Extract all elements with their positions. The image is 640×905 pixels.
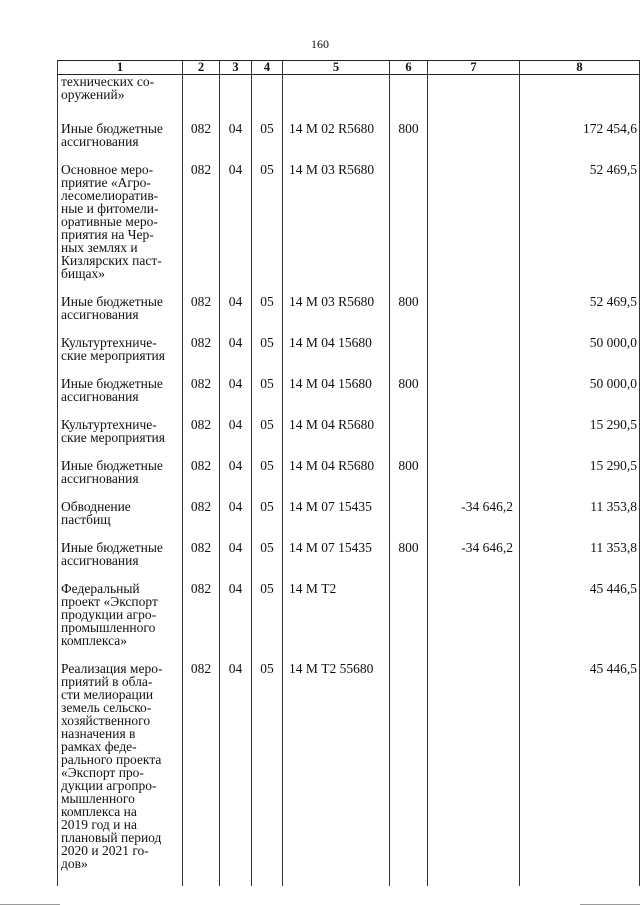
table-row — [58, 654, 640, 886]
table-row — [58, 328, 640, 369]
table-row — [58, 287, 640, 328]
table-row — [58, 410, 640, 451]
section-code: 04 — [220, 287, 252, 328]
ministry-code: 082 — [183, 328, 220, 369]
amount-change — [428, 155, 520, 287]
expense-type-code — [390, 654, 428, 886]
row-name: Обводнение пастбищ — [58, 492, 183, 533]
column-header: 3 — [220, 61, 252, 75]
subsection-code: 05 — [252, 533, 283, 574]
table-row — [58, 492, 640, 533]
continuation-text-value: технических со- оружений» — [61, 74, 155, 102]
table-row — [58, 155, 640, 287]
empty-cell — [183, 75, 220, 115]
budget-table — [57, 60, 640, 886]
section-code: 04 — [220, 654, 252, 886]
subsection-code: 05 — [252, 287, 283, 328]
amount-change — [428, 369, 520, 410]
subsection-code: 05 — [252, 328, 283, 369]
target-article-code: 14 М 04 15680 — [283, 369, 390, 410]
table-row — [58, 533, 640, 574]
row-name: Культуртехниче- ские мероприятия — [58, 410, 183, 451]
subsection-code: 05 — [252, 410, 283, 451]
subsection-code: 05 — [252, 114, 283, 155]
ministry-code: 082 — [183, 287, 220, 328]
ministry-code: 082 — [183, 654, 220, 886]
amount-total: 52 469,5 — [520, 155, 640, 287]
column-header: 8 — [520, 61, 640, 75]
amount-change: -34 646,2 — [428, 533, 520, 574]
row-name: Иные бюджетные ассигнования — [58, 533, 183, 574]
table-row — [58, 574, 640, 654]
target-article-code: 14 М 02 R5680 — [283, 114, 390, 155]
target-article-code: 14 М Т2 55680 — [283, 654, 390, 886]
column-header: 2 — [183, 61, 220, 75]
row-name: Основное меро- приятие «Агро- лесомелиоратив- ные и фитомели- оративные меро- приятия на Чер- ных землях и Кизлярских паст- бищах» — [58, 155, 183, 287]
ministry-code: 082 — [183, 451, 220, 492]
expense-type-code: 800 — [390, 287, 428, 328]
amount-change — [428, 114, 520, 155]
table-row — [58, 114, 640, 155]
section-code: 04 — [220, 410, 252, 451]
continuation-text — [58, 75, 183, 115]
row-name: Иные бюджетные ассигнования — [58, 114, 183, 155]
column-header: 6 — [390, 61, 428, 75]
amount-total: 15 290,5 — [520, 410, 640, 451]
expense-type-code — [390, 574, 428, 654]
subsection-code: 05 — [252, 451, 283, 492]
target-article-code: 14 М 07 15435 — [283, 533, 390, 574]
target-article-code: 14 М 03 R5680 — [283, 287, 390, 328]
subsection-code: 05 — [252, 654, 283, 886]
empty-cell — [390, 75, 428, 115]
expense-type-code: 800 — [390, 533, 428, 574]
subsection-code: 05 — [252, 492, 283, 533]
expense-type-code: 800 — [390, 114, 428, 155]
subsection-code: 05 — [252, 155, 283, 287]
amount-change — [428, 328, 520, 369]
target-article-code: 14 М 04 R5680 — [283, 451, 390, 492]
expense-type-code — [390, 410, 428, 451]
ministry-code: 082 — [183, 155, 220, 287]
column-header: 7 — [428, 61, 520, 75]
amount-total: 11 353,8 — [520, 492, 640, 533]
row-name: Иные бюджетные ассигнования — [58, 287, 183, 328]
row-name: Реализация меро- приятий в обла- сти мелиорации земель сельско- хозяйственного назначения в рамках феде- рального проекта «Экспорт про- дукции агропро- мышленного комплекса на 2019 год и на плановый период 2020 и 2021 го- дов» — [58, 654, 183, 886]
ministry-code: 082 — [183, 410, 220, 451]
amount-total: 45 446,5 — [520, 574, 640, 654]
section-code: 04 — [220, 451, 252, 492]
amount-total: 15 290,5 — [520, 451, 640, 492]
table-row — [58, 451, 640, 492]
empty-cell — [252, 75, 283, 115]
amount-change — [428, 574, 520, 654]
section-code: 04 — [220, 533, 252, 574]
empty-cell — [220, 75, 252, 115]
continuation-row — [58, 75, 640, 115]
amount-change — [428, 451, 520, 492]
section-code: 04 — [220, 369, 252, 410]
amount-change — [428, 654, 520, 886]
amount-change: -34 646,2 — [428, 492, 520, 533]
column-header: 1 — [58, 61, 183, 75]
empty-cell — [428, 75, 520, 115]
ministry-code: 082 — [183, 574, 220, 654]
expense-type-code — [390, 328, 428, 369]
amount-total: 52 469,5 — [520, 287, 640, 328]
target-article-code: 14 М 07 15435 — [283, 492, 390, 533]
amount-total: 11 353,8 — [520, 533, 640, 574]
ministry-code: 082 — [183, 492, 220, 533]
amount-total: 172 454,6 — [520, 114, 640, 155]
header-row — [58, 61, 640, 75]
ministry-code: 082 — [183, 533, 220, 574]
ministry-code: 082 — [183, 114, 220, 155]
expense-type-code — [390, 492, 428, 533]
row-name: Культуртехниче- ские мероприятия — [58, 328, 183, 369]
section-code: 04 — [220, 328, 252, 369]
row-name: Иные бюджетные ассигнования — [58, 369, 183, 410]
row-name: Иные бюджетные ассигнования — [58, 451, 183, 492]
amount-total: 50 000,0 — [520, 328, 640, 369]
subsection-code: 05 — [252, 574, 283, 654]
row-name: Федеральный проект «Экспорт продукции агро- промышленного комплекса» — [58, 574, 183, 654]
amount-total: 45 446,5 — [520, 654, 640, 886]
amount-change — [428, 287, 520, 328]
empty-cell — [283, 75, 390, 115]
target-article-code: 14 М 04 R5680 — [283, 410, 390, 451]
column-header: 5 — [283, 61, 390, 75]
section-code: 04 — [220, 492, 252, 533]
target-article-code: 14 М Т2 — [283, 574, 390, 654]
target-article-code: 14 М 03 R5680 — [283, 155, 390, 287]
ministry-code: 082 — [183, 369, 220, 410]
empty-cell — [520, 75, 640, 115]
expense-type-code — [390, 155, 428, 287]
section-code: 04 — [220, 574, 252, 654]
expense-type-code: 800 — [390, 451, 428, 492]
amount-change — [428, 410, 520, 451]
expense-type-code: 800 — [390, 369, 428, 410]
column-header: 4 — [252, 61, 283, 75]
amount-total: 50 000,0 — [520, 369, 640, 410]
section-code: 04 — [220, 114, 252, 155]
section-code: 04 — [220, 155, 252, 287]
table-row — [58, 369, 640, 410]
page-number: 160 — [311, 37, 329, 51]
target-article-code: 14 М 04 15680 — [283, 328, 390, 369]
subsection-code: 05 — [252, 369, 283, 410]
